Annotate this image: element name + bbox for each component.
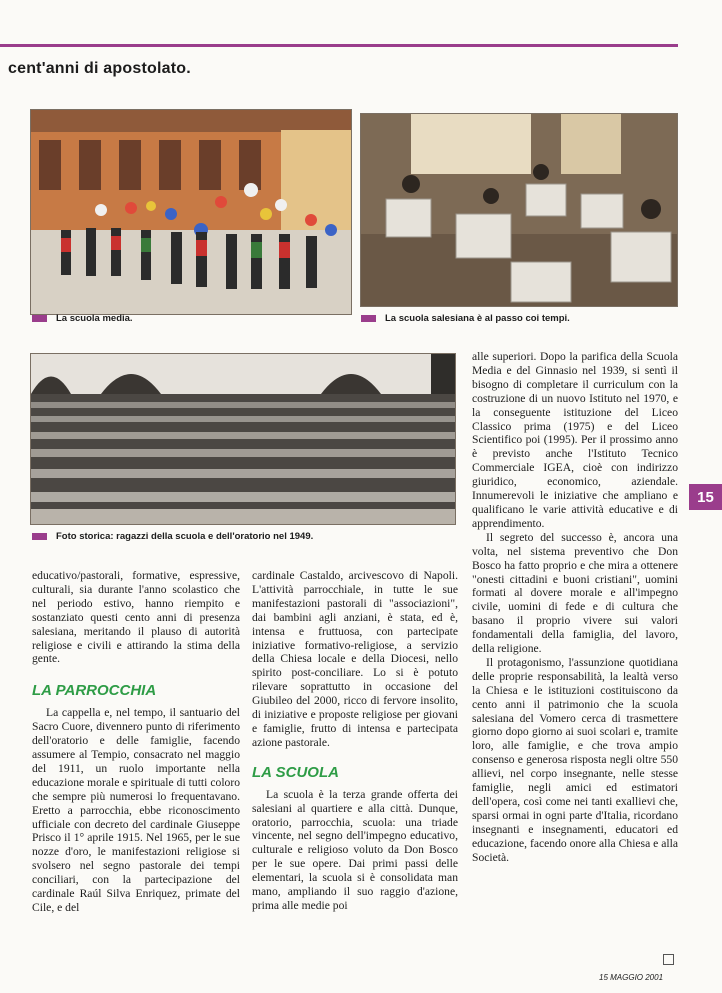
article-column-2 (252, 569, 458, 913)
page-number-tab: 15 (689, 484, 722, 510)
paragraph: Il segreto del successo è, ancora una volta, nel sistema preventivo che Don Bosco ha fatto proprio e che mira a ottenere "onesti cittadini e buoni cristiani", uomini formati al dovere morale e all'impegno civile, uomini di fede e di cultura che basano il proprio vivere sui valori fondamentali della famiglia, del lavoro, della religione. (472, 530, 678, 656)
section-heading-parrocchia: LA PARROCCHIA (32, 682, 157, 700)
footer-issue: 15 MAGGIO 2001 (599, 973, 664, 982)
article-column-3 (472, 350, 678, 865)
caption-middle-school: La scuola media. (32, 313, 133, 324)
caption-computer-lab: La scuola salesiana è al passo coi tempi. (361, 313, 570, 324)
paragraph: cardinale Castaldo, arcivescovo di Napoli. L'attività parrocchiale, in tutte le sue manifestazioni pastorali di "associazioni", dai bambini agli anziani, è stata, ed è, intensa e fruttuosa, con partecipate iniziative formativo-religiose, a servizio della Chiesa locale e della Diocesi, nello spirito post-conciliare. Lo si è potuto rilevare soprattutto in occasione del Giubileo del 2000, ricco di fervore insolito, di iniziative e proposte religiose per giovani e famiglie, frutto di intensa e partecipata azione pastorale. (252, 569, 458, 749)
end-of-article-mark (663, 954, 674, 965)
caption-historic-photo: Foto storica: ragazzi della scuola e dell'oratorio nel 1949. (32, 531, 313, 542)
paragraph: La scuola è la terza grande offerta dei salesiani al quartiere e alla città. Dunque, oratorio, parrocchia, scuola: una triade vincente, nel segno dell'impegno educativo, culturale e religioso voluto da Don Bosco per le sue opere. Dai primi passi delle elementari, la scuola si è consolidata man mano, ampliando il suo raggio d'azione, prima alle medie poi (252, 787, 458, 912)
caption-marker (32, 533, 47, 540)
paragraph: La cappella e, nel tempo, il santuario del Sacro Cuore, divennero punto di riferimento dell'oratorio e delle famiglie, facendo assumere al Tempio, consacrato nel maggio del 1911, un ruolo importante nella educazione morale e spirituale di tutti coloro che sempre più numerosi lo frequentavano. Eretto a parrocchia, ebbe riconoscimento ufficiale con decreto del cardinale Giuseppe Prisco il 1° aprile 1915. Nel 1965, per le sue nozze d'oro, le manifestazioni religiose si svolsero nel segno pastorale dei tempi conciliari, con la partecipazione del cardinale Raúl Silva Enriquez, primate del Cile, e del (32, 706, 240, 914)
page-header: cent'anni di apostolato. (8, 60, 191, 77)
paragraph: alle superiori. Dopo la parifica della Scuola Media e del Ginnasio nel 1939, si sentì il bisogno di completare il curriculum con la costruzione di un nuovo Istituto nel 1970, e la conseguente istituzione del Liceo Classico prima (1975) e del Liceo Scientifico poi (1995). Per il prossimo anno è previsto anche l'Istituto Tecnico Commerciale IGEA, cioè con indirizzo giuridico, economico, aziendale. Innumerevoli le iniziative che ampliano e qualificano le varie attività educative e di apprendimento. (472, 350, 678, 530)
school-courtyard-photo (30, 109, 352, 315)
paragraph: educativo/pastorali, formative, espressive, culturali, sia durante l'anno scolastico che nel periodo estivo, hanno riempito e sostanziato questi cento anni di presenza salesiana, meritando il plauso di autorità religiose e civili e attirando la stima della gente. (32, 569, 240, 666)
section-heading-scuola: LA SCUOLA (252, 763, 339, 781)
caption-marker (32, 315, 47, 322)
paragraph: Il protagonismo, l'assunzione quotidiana delle proprie responsabilità, la lealtà verso la Chiesa e le istituzioni costituiscono da cento anni il patrimonio che la scuola salesiana del Vomero cerca di trasmettere giorno dopo giorno ai suoi scolari e, tramite loro, alle famiglie, e che trova ampio consenso e generosa risposta negli oltre 550 allievi, nel corpo insegnante, nelle stesse famiglie, negli amici ed estimatori dell'opera, così come nei tanti exallievi che, sparsi ormai in ogni parte d'Italia, ricordano insegnanti e insegnamenti, educatori ed educazione, facendo onore alla Chiesa e alla Società. (472, 655, 678, 864)
top-rule (0, 44, 678, 47)
caption-marker (361, 315, 376, 322)
article-column-1 (32, 569, 240, 915)
computer-lab-photo (360, 113, 678, 307)
historic-group-photo (30, 353, 456, 525)
